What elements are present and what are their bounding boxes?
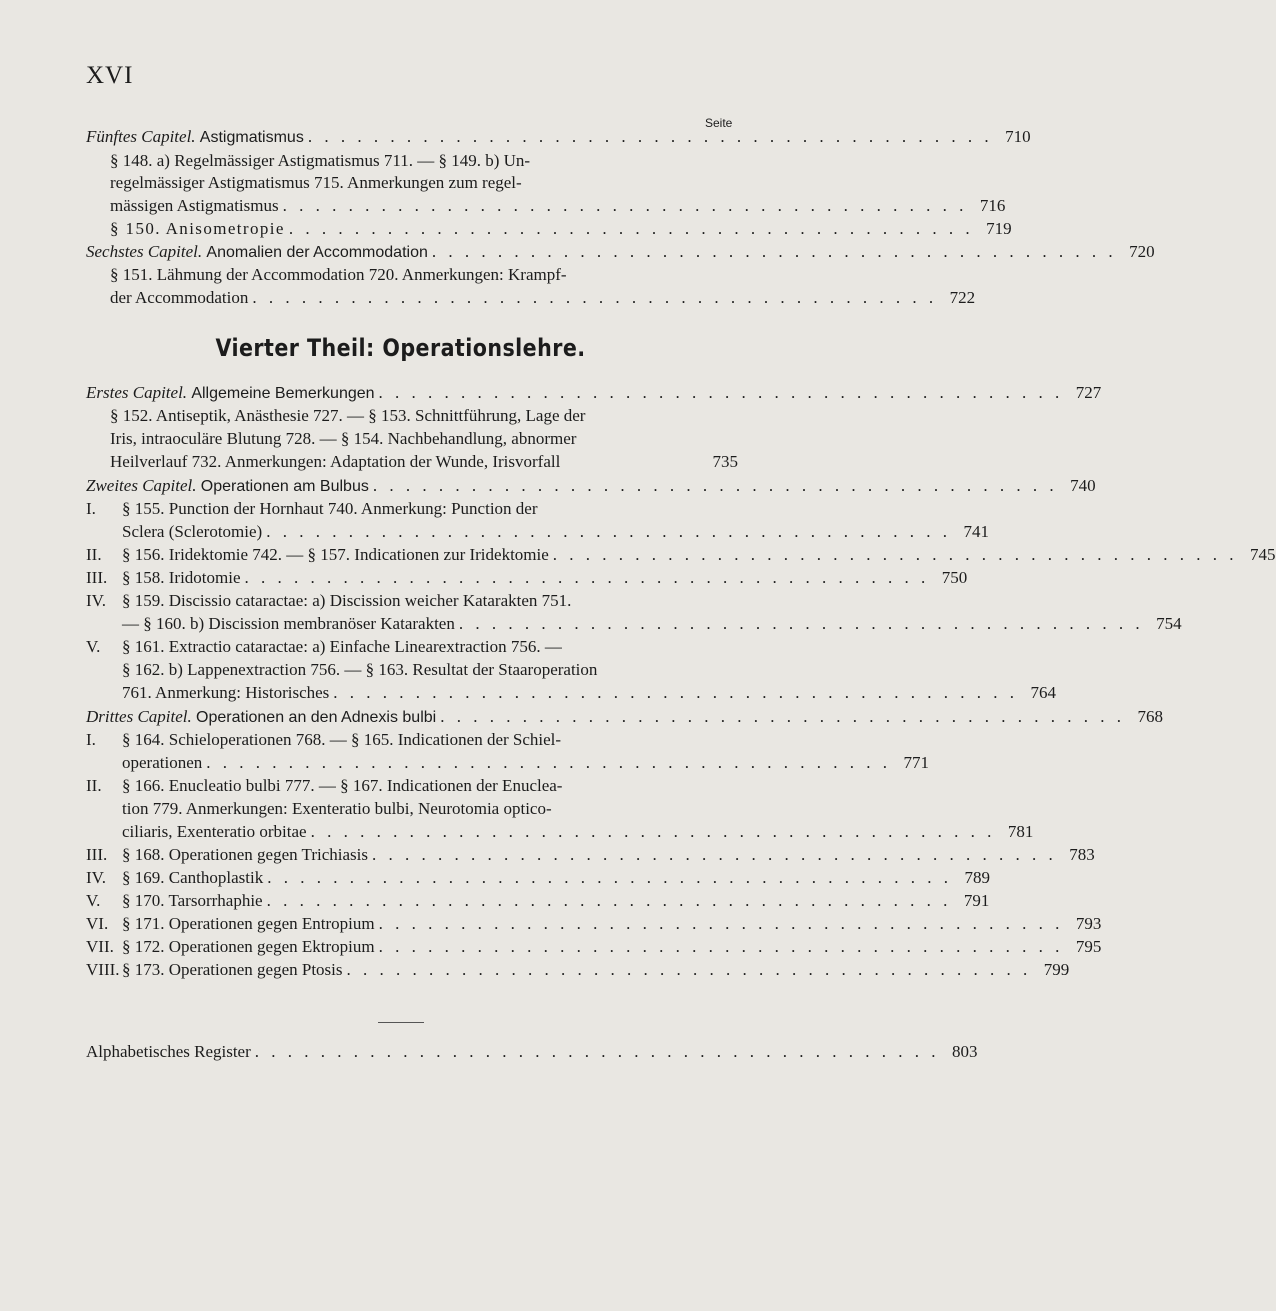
- page-ref: 750: [941, 568, 968, 587]
- toc-text: § 148. a) Regelmässiger Astigmatismus 711. — § 149. b) Un-: [110, 151, 531, 170]
- toc-text: § 152. Antiseptik, Anästhesie 727. — § 153. Schnittführung, Lage der: [110, 406, 586, 425]
- roman-numeral: IV.: [86, 591, 106, 610]
- toc-text: § 173. Operationen gegen Ptosis: [122, 960, 343, 979]
- leader-dots: . . . . . . . . . . . . . . . . . . . . . . . . . . . . . . . . . . . . . . . . . .: [333, 683, 1019, 702]
- leader-dots: . . . . . . . . . . . . . . . . . . . . . . . . . . . . . . . . . . . . . . . . . .: [378, 914, 1064, 933]
- toc-text: — § 160. b) Discission membranöser Katarakten: [122, 614, 455, 633]
- leader-dots: . . . . . . . . . . . . . . . . . . . . . . . . . . . . . . . . . . . . . . . . . .: [282, 196, 968, 215]
- page-ref: 727: [1075, 383, 1102, 402]
- page-ref: 764: [1030, 683, 1057, 702]
- chapter-title: Operationen an den Adnexis bulbi: [196, 709, 437, 726]
- toc-entry[interactable]: [86, 890, 990, 912]
- page-ref: 803: [952, 1042, 978, 1061]
- toc-text: ciliaris, Exenteratio orbitae: [122, 822, 307, 841]
- chapter-label: Erstes Capitel.: [86, 383, 188, 402]
- roman-numeral: VIII.: [86, 960, 120, 979]
- toc-text: § 162. b) Lappenextraction 756. — § 163. Resultat der Staaroperation: [122, 660, 598, 679]
- page-ref: 735: [712, 452, 738, 471]
- toc-entry-cap5[interactable]: [86, 126, 1031, 149]
- toc-entry[interactable]: [86, 567, 968, 589]
- page-ref: 783: [1069, 845, 1095, 864]
- toc-text: § 172. Operationen gegen Ektropium: [122, 937, 375, 956]
- divider: [378, 1022, 424, 1023]
- toc-text: 761. Anmerkung: Historisches: [122, 683, 330, 702]
- chapter-label: Drittes Capitel.: [86, 707, 192, 726]
- leader-dots: . . . . . . . . . . . . . . . . . . . . . . . . . . . . . . . . . . . . . . . . . .: [266, 522, 951, 541]
- toc-entry[interactable]: [86, 844, 1095, 866]
- toc-entry[interactable]: [122, 821, 1034, 843]
- toc-text: tion 779. Anmerkungen: Exenteratio bulbi, Neurotomia optico-: [122, 799, 552, 818]
- toc-entry[interactable]: [86, 544, 1276, 566]
- leader-dots: . . . . . . . . . . . . . . . . . . . . . . . . . . . . . . . . . . . . . . . . . .: [254, 1042, 940, 1061]
- toc-entry[interactable]: [86, 936, 1102, 958]
- toc-entry[interactable]: [86, 867, 990, 889]
- toc-text: § 166. Enucleatio bulbi 777. — § 167. Indicationen der Enuclea-: [122, 776, 563, 795]
- leader-dots: . . . . . . . . . . . . . . . . . . . . . . . . . . . . . . . . . . . . . . . . . .: [346, 960, 1032, 979]
- toc-entry-register[interactable]: [86, 1041, 978, 1063]
- chapter-label: Zweites Capitel.: [86, 476, 197, 495]
- toc-entry[interactable]: [86, 913, 1102, 935]
- roman-numeral: VII.: [86, 937, 114, 956]
- page-ref: 789: [964, 868, 990, 887]
- roman-numeral: V.: [86, 637, 101, 656]
- leader-dots: . . . . . . . . . . . . . . . . . . . . . . . . . . . . . . . . . . . . . . . . . .: [288, 219, 974, 238]
- leader-dots: . . . . . . . . . . . . . . . . . . . . . . . . . . . . . . . . . . . . . . . . . .: [206, 753, 891, 772]
- leader-dots: . . . . . . . . . . . . . . . . . . . . . . . . . . . . . . . . . . . . . . . . . .: [552, 545, 1238, 564]
- roman-numeral: III.: [86, 845, 108, 864]
- page-ref: 740: [1070, 476, 1096, 495]
- toc-entry[interactable]: [122, 613, 1182, 635]
- toc-entry[interactable]: [110, 451, 738, 473]
- toc-text: § 151. Lähmung der Accommodation 720. Anmerkungen: Krampf-: [110, 265, 567, 284]
- chapter-title: Astigmatismus: [199, 129, 304, 146]
- leader-dots: . . . . . . . . . . . . . . . . . . . . . . . . . . . . . . . . . . . . . . . . . .: [378, 383, 1064, 402]
- toc-text: § 168. Operationen gegen Trichiasis: [122, 845, 368, 864]
- seite-label: Seite: [705, 116, 733, 130]
- page-ref: 754: [1156, 614, 1182, 633]
- toc-text: [86, 636, 562, 658]
- page-ref: 781: [1007, 822, 1034, 841]
- toc-entry[interactable]: [122, 682, 1057, 704]
- toc-entry[interactable]: [110, 195, 1006, 217]
- toc-text: Sclera (Sclerotomie): [122, 522, 263, 541]
- chapter-label: Fünftes Capitel.: [86, 127, 196, 146]
- toc-entry-cap2[interactable]: [86, 475, 1096, 498]
- chapter-title: Anomalien der Accommodation: [206, 244, 428, 261]
- toc-text: [86, 729, 561, 751]
- toc-text: § 156. Iridektomie 742. — § 157. Indicationen zur Iridektomie: [122, 545, 549, 564]
- roman-numeral: II.: [86, 545, 102, 564]
- page-ref: 745: [1250, 545, 1276, 564]
- leader-dots: . . . . . . . . . . . . . . . . . . . . . . . . . . . . . . . . . . . . . . . . . .: [267, 868, 952, 887]
- leader-dots: . . . . . . . . . . . . . . . . . . . . . . . . . . . . . . . . . . . . . . . . . .: [310, 822, 996, 841]
- toc-text: § 171. Operationen gegen Entropium: [122, 914, 375, 933]
- toc-text: [86, 498, 538, 520]
- leader-dots: . . . . . . . . . . . . . . . . . . . . . . . . . . . . . . . . . . . . . . . . . .: [458, 614, 1144, 633]
- page-ref: 722: [949, 288, 976, 307]
- page-ref: 793: [1075, 914, 1102, 933]
- register-title: Alphabetisches Register: [86, 1042, 251, 1061]
- toc-text: § 161. Extractio cataractae: a) Einfache Linearextraction 756. —: [122, 637, 562, 656]
- toc-entry[interactable]: [86, 959, 1070, 981]
- toc-text: operationen: [122, 753, 203, 772]
- toc-text: regelmässiger Astigmatismus 715. Anmerkungen zum regel-: [110, 173, 522, 192]
- page-ref: 768: [1137, 707, 1163, 726]
- chapter-title: Allgemeine Bemerkungen: [191, 385, 375, 402]
- toc-text: [86, 590, 571, 612]
- leader-dots: . . . . . . . . . . . . . . . . . . . . . . . . . . . . . . . . . . . . . . . . . .: [266, 891, 952, 910]
- roman-numeral: II.: [86, 776, 102, 795]
- toc-entry[interactable]: [110, 218, 1012, 240]
- toc-text: der Accommodation: [110, 288, 249, 307]
- page-ref: 741: [963, 522, 989, 541]
- roman-numeral: IV.: [86, 868, 106, 887]
- toc-text: § 159. Discissio cataractae: a) Discission weicher Katarakten 751.: [122, 591, 572, 610]
- page-ref: 720: [1129, 242, 1155, 261]
- leader-dots: . . . . . . . . . . . . . . . . . . . . . . . . . . . . . . . . . . . . . . . . . .: [378, 937, 1064, 956]
- leader-dots: . . . . . . . . . . . . . . . . . . . . . . . . . . . . . . . . . . . . . . . . . .: [372, 845, 1057, 864]
- toc-text: [86, 775, 562, 797]
- roman-numeral: III.: [86, 568, 108, 587]
- roman-numeral: I.: [86, 499, 96, 518]
- page-ref: 719: [986, 219, 1012, 238]
- page-ref: 799: [1043, 960, 1070, 979]
- toc-text: Iris, intraoculäre Blutung 728. — § 154. Nachbehandlung, abnormer: [110, 429, 577, 448]
- chapter-label: Sechstes Capitel.: [86, 242, 203, 261]
- toc-text: § 170. Tarsorrhaphie: [122, 891, 263, 910]
- page-ref: 771: [903, 753, 929, 772]
- page-ref: 791: [963, 891, 990, 910]
- toc-text: § 169. Canthoplastik: [122, 868, 264, 887]
- roman-numeral: VI.: [86, 914, 109, 933]
- toc-entry[interactable]: [122, 521, 989, 543]
- toc-entry-cap6[interactable]: [86, 241, 1155, 264]
- page-number: XVI: [86, 62, 134, 89]
- toc-entry-cap1[interactable]: [86, 382, 1102, 405]
- roman-numeral: V.: [86, 891, 101, 910]
- leader-dots: . . . . . . . . . . . . . . . . . . . . . . . . . . . . . . . . . . . . . . . . . .: [244, 568, 930, 587]
- roman-numeral: I.: [86, 730, 96, 749]
- leader-dots: . . . . . . . . . . . . . . . . . . . . . . . . . . . . . . . . . . . . . . . . . .: [431, 242, 1117, 261]
- toc-text: § 150. Anisometropie: [110, 219, 285, 238]
- leader-dots: . . . . . . . . . . . . . . . . . . . . . . . . . . . . . . . . . . . . . . . . . .: [307, 127, 993, 146]
- page-ref: 795: [1075, 937, 1102, 956]
- leader-dots: . . . . . . . . . . . . . . . . . . . . . . . . . . . . . . . . . . . . . . . . . .: [440, 707, 1125, 726]
- toc-entry-cap3[interactable]: [86, 706, 1163, 729]
- toc-entry[interactable]: [122, 752, 929, 774]
- toc-text: § 155. Punction der Hornhaut 740. Anmerkung: Punction der: [122, 499, 538, 518]
- toc-text: Heilverlauf 732. Anmerkungen: Adaptation der Wunde, Irisvorfall: [110, 452, 561, 471]
- leader-dots: . . . . . . . . . . . . . . . . . . . . . . . . . . . . . . . . . . . . . . . . . .: [252, 288, 938, 307]
- toc-text: § 164. Schieloperationen 768. — § 165. Indicationen der Schiel-: [122, 730, 562, 749]
- page-ref: 716: [979, 196, 1006, 215]
- toc-text: mässigen Astigmatismus: [110, 196, 279, 215]
- toc-entry[interactable]: [110, 287, 976, 309]
- chapter-title: Operationen am Bulbus: [200, 478, 369, 495]
- leader-dots: . . . . . . . . . . . . . . . . . . . . . . . . . . . . . . . . . . . . . . . . . .: [372, 476, 1058, 495]
- toc-text: § 158. Iridotomie: [122, 568, 241, 587]
- part-heading: Vierter Theil: Operationslehre.: [215, 334, 586, 362]
- page-ref: 710: [1005, 127, 1031, 146]
